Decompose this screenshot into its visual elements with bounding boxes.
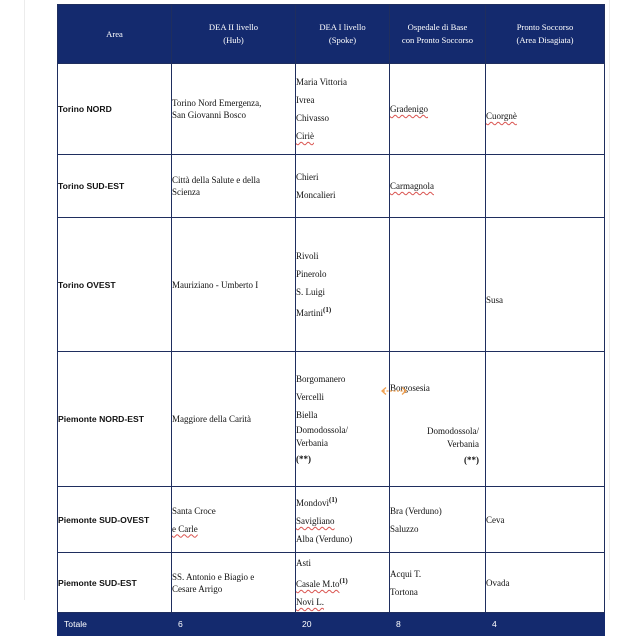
ps-cell: Cuorgnè <box>486 64 605 155</box>
header-dea1: DEA I livello (Spoke) <box>296 5 390 64</box>
ospedale-cell: Carmagnola <box>390 155 486 218</box>
area-cell: Torino NORD <box>58 64 172 155</box>
ps-cell <box>486 155 605 218</box>
ospedale-cell: Acqui T. Tortona <box>390 553 486 613</box>
dea1-cell: Maria Vittoria Ivrea Chivasso Ciriè <box>296 64 390 155</box>
table-row <box>58 155 605 218</box>
totals-ps: 4 <box>486 613 605 636</box>
double-arrow-icon <box>380 386 408 396</box>
totals-dea1: 20 <box>296 613 390 636</box>
hospital-network-table <box>57 4 605 636</box>
dea2-cell: SS. Antonio e Biagio e Cesare Arrigo <box>172 553 296 613</box>
ps-cell: Ceva <box>486 487 605 553</box>
totals-label: Totale <box>58 613 172 636</box>
table-row <box>58 218 605 352</box>
ospedale-cell <box>390 218 486 352</box>
header-row <box>58 5 605 64</box>
totals-row <box>58 613 605 636</box>
header-ospedale: Ospedale di Base con Pronto Soccorso <box>390 5 486 64</box>
page-edge-right <box>609 0 610 600</box>
ospedale-cell: Bra (Verduno) Saluzzo <box>390 487 486 553</box>
dea2-cell: Maggiore della Carità <box>172 352 296 487</box>
dea2-cell: Città della Salute e della Scienza <box>172 155 296 218</box>
dea2-cell: Mauriziano - Umberto I <box>172 218 296 352</box>
totals-ospedale: 8 <box>390 613 486 636</box>
area-cell: Torino SUD-EST <box>58 155 172 218</box>
ps-cell <box>486 352 605 487</box>
table-row <box>58 64 605 155</box>
dea1-cell: Rivoli Pinerolo S. Luigi Martini$^{(1)}$ <box>296 218 390 352</box>
table-row <box>58 352 605 487</box>
dea1-cell: Asti Casale $M.to^{(1)}$ Novi L. <box>296 553 390 613</box>
dea2-cell: Santa Croce e Carle <box>172 487 296 553</box>
area-cell: Piemonte SUD-OVEST <box>58 487 172 553</box>
footnote-marker: (1) <box>339 577 348 585</box>
table-row <box>58 487 605 553</box>
ps-cell: Ovada <box>486 553 605 613</box>
area-cell: Torino OVEST <box>58 218 172 352</box>
header-area: Area <box>58 5 172 64</box>
ps-cell: Susa <box>486 218 605 352</box>
area-cell: Piemonte NORD-EST <box>58 352 172 487</box>
totals-dea2: 6 <box>172 613 296 636</box>
ospedale-cell: Borgosesia Domodossola/ Verbania (**) <box>390 352 486 487</box>
dea1-cell: Chieri Moncalieri <box>296 155 390 218</box>
footnote-marker: (1) <box>323 306 332 314</box>
table-row <box>58 553 605 613</box>
dea2-cell: Torino Nord Emergenza, San Giovanni Bosco <box>172 64 296 155</box>
area-cell: Piemonte SUD-EST <box>58 553 172 613</box>
dea1-cell: Mondovì$^{(1)}$ Savigliano Alba (Verduno) <box>296 487 390 553</box>
header-pronto-soccorso: Pronto Soccorso (Area Disagiata) <box>486 5 605 64</box>
ospedale-cell: Gradenigo <box>390 64 486 155</box>
footnote-marker: (1) <box>329 496 338 504</box>
header-dea2: DEA II livello (Hub) <box>172 5 296 64</box>
dea1-cell: Borgomanero Vercelli Biella Domodossola/ Verbania (**) <box>296 352 390 487</box>
page-edge-left <box>24 0 25 600</box>
